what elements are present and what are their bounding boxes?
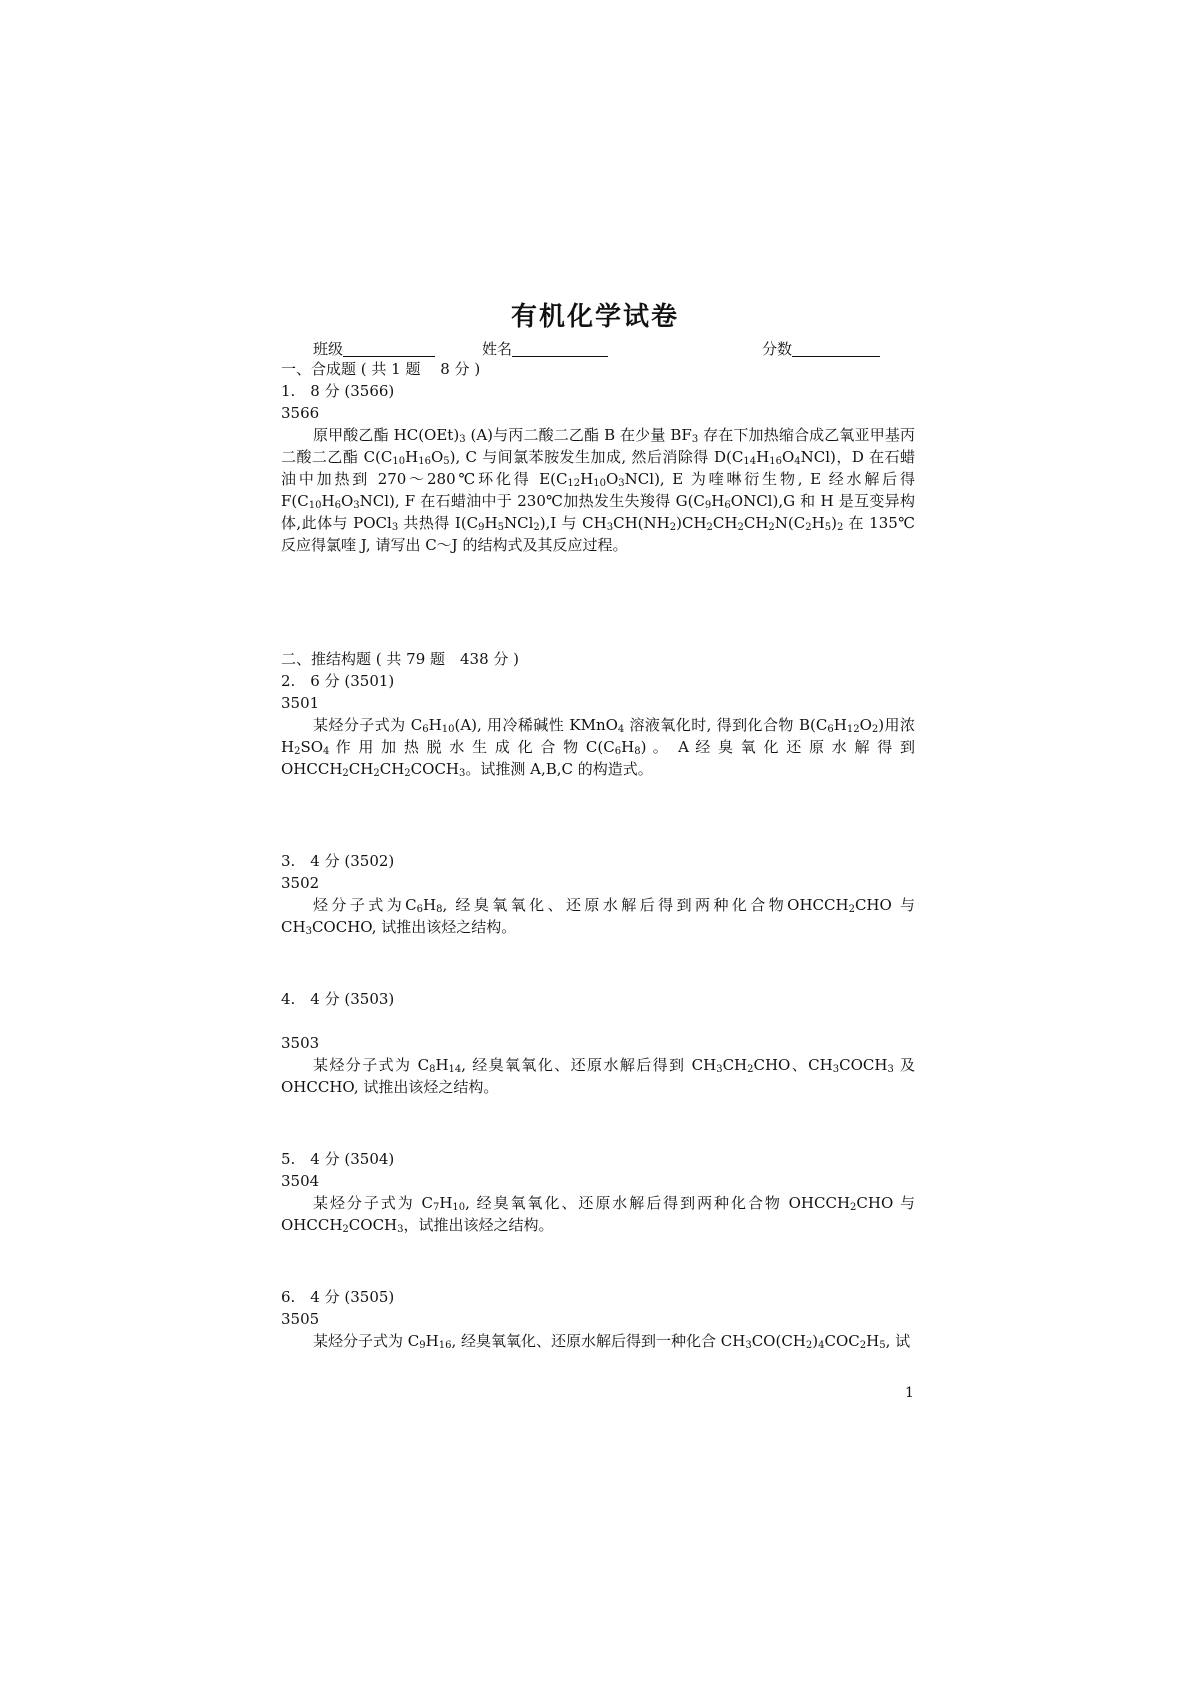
question-6 — [281, 1286, 915, 1352]
question-body: 某烃分子式为 $C_8H_{14}$, 经臭氧氧化、还原水解后得到 $CH_3CH_2CHO$、$CH_3COCH_3$ 及 OHCCHO, 试推出该烃之结构。 — [281, 1056, 915, 1096]
name-field[interactable] — [482, 338, 608, 359]
question-4 — [281, 988, 915, 1098]
page-number: 1 — [905, 1385, 914, 1401]
section-heading: 二、推结构题 ( 共 79 题 438 分 ) — [281, 650, 520, 668]
question-header: 6. 4 分 (3505) — [281, 1288, 395, 1306]
question-body: 某烃分子式为 $C_6H_{10}(A)$, 用冷稀碱性 KMnO$_4$ 溶液氧化时, 得到化合物 $B(C_6H_{12}O_2)$用浓 $H_2SO_4$ 作 用 加 热 脱 水 生 成 化 合 物 $C(C_6H_8)$ 。 A 经 臭 氧 化 还 原 水 解 得 到 $OHCCH_2CH_2CH_2COCH_3$。试推测 A,B,C 的构造式。 — [281, 716, 915, 779]
question-header: 5. 4 分 (3504) — [281, 1150, 395, 1168]
score-label: 分数 — [762, 340, 793, 358]
class-blank[interactable] — [343, 340, 435, 357]
section-heading: 一、合成题 ( 共 1 题 8 分 ) — [281, 360, 481, 378]
name-label: 姓名 — [482, 340, 513, 358]
question-body: 某烃分子式为 $C_9H_{16}$, 经臭氧氧化、还原水解后得到一种化合 $CH_3CO(CH_2)_4COC_2H_5$, 试 — [313, 1332, 911, 1351]
page-title: 有机化学试卷 — [510, 302, 679, 332]
class-field[interactable] — [313, 338, 435, 359]
name-blank[interactable] — [512, 340, 608, 357]
question-id: 3566 — [281, 404, 320, 422]
score-field[interactable] — [762, 338, 880, 359]
question-header: 2. 6 分 (3501) — [281, 672, 395, 690]
question-header: 1. 8 分 (3566) — [281, 382, 395, 400]
question-id: 3505 — [281, 1310, 320, 1328]
question-body: 某烃分子式为 $C_7H_{10}$, 经臭氧氧化、还原水解后得到两种化合物 $OHCCH_2CHO$ 与 $OHCCH_2COCH_3$，试推出该烃之结构。 — [281, 1194, 915, 1235]
score-blank[interactable] — [792, 340, 880, 357]
question-id: 3501 — [281, 694, 320, 712]
question-5 — [281, 1148, 915, 1236]
question-id: 3504 — [281, 1172, 320, 1190]
question-1 — [281, 380, 915, 556]
question-header: 3. 4 分 (3502) — [281, 852, 395, 870]
question-3 — [281, 850, 915, 938]
question-body: 烃分子式为$C_6H_8$, 经臭氧氧化、还原水解后得到两种化合物$OHCCH_2CHO$ 与 $CH_3COCHO$, 试推出该烃之结构。 — [281, 896, 916, 937]
question-body: 原甲酸乙酯 $HC(OEt)_3$ (A)与丙二酸二乙酯 B 在少量 $BF_3$ 存在下加热缩合成乙氧亚甲基丙二酸二乙酯 $C(C_{10}H_{16}O_5)$, C 与间氯苯胺发生加成, 然后消除得 $D(C_{14}H_{16}O_4NCl)$，D 在石蜡油中加热到 270～280℃环化得 $E(C_{12}H_{10}O_3NCl)$, E 为喹啉衍生物, E 经水解后得 $F(C_{10}H_6O_3NCl)$, F 在石蜡油中于 230℃加热发生失羧得 $G(C_9H_6ONCl),G$ 和 H 是互变异构体,此体与 POCl$_3$ 共热得 $I(C_9H_5NCl_2),I$ 与 $CH_3CH(NH_2)CH_2CH_2CH_2N(C_2H_5)_2$ 在 135℃ 反应得氯喹 J, 请写出 C～J 的结构式及其反应过程。 — [281, 426, 916, 554]
question-id: 3502 — [281, 874, 320, 892]
exam-content — [281, 358, 915, 1352]
question-2 — [281, 670, 915, 780]
question-header: 4. 4 分 (3503) — [281, 990, 395, 1008]
question-id: 3503 — [281, 1034, 320, 1052]
class-label: 班级 — [313, 340, 344, 358]
student-info-row — [0, 338, 1190, 360]
